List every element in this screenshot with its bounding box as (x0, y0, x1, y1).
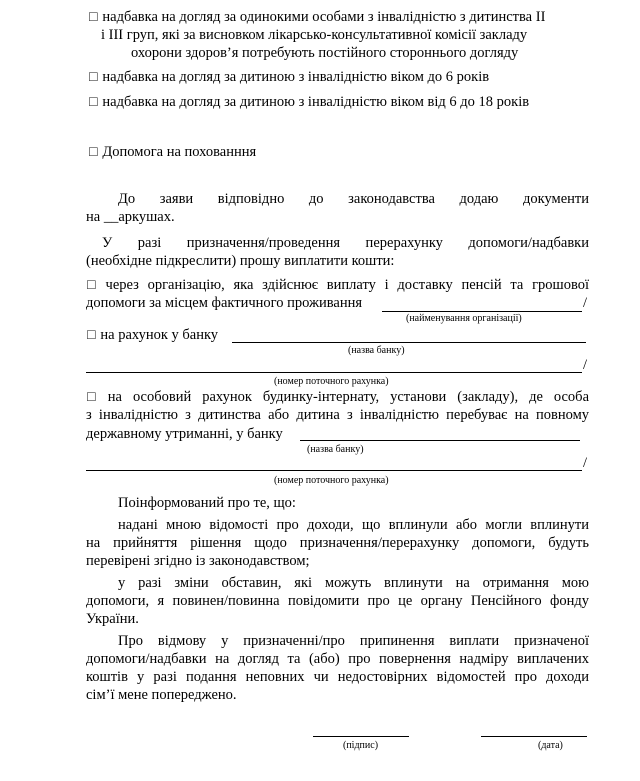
bank-account-option (86, 326, 218, 344)
via-org-text: через організацію, яка здійснює виплату і доставку пенсій та грошової (105, 277, 589, 293)
informed-p1: перевірені згідно із законодавством; (86, 553, 310, 569)
bank-name-caption: (назва банку) (348, 345, 405, 356)
institution-text: на особовий рахунок будинку-інтернату, установи (закладу), де особа (107, 389, 589, 405)
org-name-caption: (найменування організації) (406, 313, 522, 324)
payment-line: У разі призначення/проведення перерахунку допомоги/надбавки (102, 235, 589, 251)
via-org-option (86, 276, 589, 294)
institution-text: державному утриманні, у банку (86, 426, 283, 442)
checkbox[interactable]: ☐ (88, 145, 99, 159)
checkbox[interactable]: ☐ (88, 10, 99, 24)
option-care-child-6-18 (88, 93, 529, 111)
option-text: надбавка на догляд за дитиною з інвалідністю віком до 6 років (102, 69, 490, 85)
option-text: надбавка на догляд за дитиною з інвалідністю віком від 6 до 18 років (102, 94, 530, 110)
slash: / (583, 295, 588, 311)
option-text: Допомога на похованння (102, 144, 257, 160)
checkbox[interactable]: ☐ (86, 390, 97, 404)
institution-bank-field[interactable] (300, 440, 580, 441)
informed-p2: України. (86, 611, 139, 627)
checkbox[interactable]: ☐ (86, 328, 97, 342)
account-number-field[interactable] (86, 372, 582, 373)
institution-bank-caption: (назва банку) (307, 444, 364, 455)
checkbox[interactable]: ☐ (88, 95, 99, 109)
informed-p3: допомоги/надбавки на догляд та (або) про повернення надміру виплачених (86, 651, 589, 667)
informed-p1: надані мною відомості про доходи, що вплинули або могли вплинути (118, 517, 589, 533)
option-text-cont: і III груп, які за висновком лікарсько-консультативної комісії закладу (101, 27, 528, 43)
account-number-caption: (номер поточного рахунка) (274, 376, 389, 387)
option-text: надбавка на догляд за одинокими особами з інвалідністю з дитинства II (102, 9, 546, 25)
date-caption: (дата) (538, 740, 563, 751)
via-org-text: допомоги за місцем фактичного проживання (86, 295, 363, 311)
option-care-child-under-6 (88, 68, 489, 86)
informed-p2: допомоги, я повинен/повинна повідомити про це органу Пенсійного фонду (86, 593, 589, 609)
option-care-lonely-disabled (88, 8, 545, 26)
checkbox[interactable]: ☐ (86, 278, 97, 292)
date-field[interactable] (481, 736, 587, 737)
option-funeral-aid (88, 143, 256, 161)
attachments-line: До заяви відповідно до законодавства додаю документи (118, 191, 589, 207)
institution-account-field[interactable] (86, 470, 582, 471)
bank-name-field[interactable] (232, 342, 586, 343)
slash: / (583, 455, 588, 471)
signature-caption: (підпис) (343, 740, 379, 751)
slash: / (583, 357, 588, 373)
informed-title: Поінформований про те, що: (118, 495, 296, 511)
bank-account-label: на рахунок у банку (100, 327, 219, 343)
checkbox[interactable]: ☐ (88, 70, 99, 84)
informed-p2: у разі зміни обставин, які можуть вплинути на отримання мою (118, 575, 589, 591)
option-text-cont: охорони здоров’я потребують постійного стороннього догляду (131, 45, 519, 61)
attachments-sheets: на __аркушах. (86, 209, 175, 225)
informed-p3: сім’ї мене попереджено. (86, 687, 237, 703)
org-name-field[interactable] (382, 311, 582, 312)
informed-p3: Про відмову у призначенні/про припинення виплати призначеної (118, 633, 589, 649)
informed-p1: на прийняття рішення щодо призначення/перерахунку допомоги, будуть (86, 535, 589, 551)
institution-account-option (86, 388, 589, 406)
payment-line: (необхідне підкреслити) прошу виплатити кошти: (86, 253, 395, 269)
signature-field[interactable] (313, 736, 409, 737)
institution-account-caption: (номер поточного рахунка) (274, 475, 389, 486)
institution-text: з інвалідністю з дитинства або дитина з інвалідністю перебуває на повному (86, 407, 589, 423)
informed-p3: коштів у разі подання неповних чи недостовірних відомостей про доходи (86, 669, 589, 685)
